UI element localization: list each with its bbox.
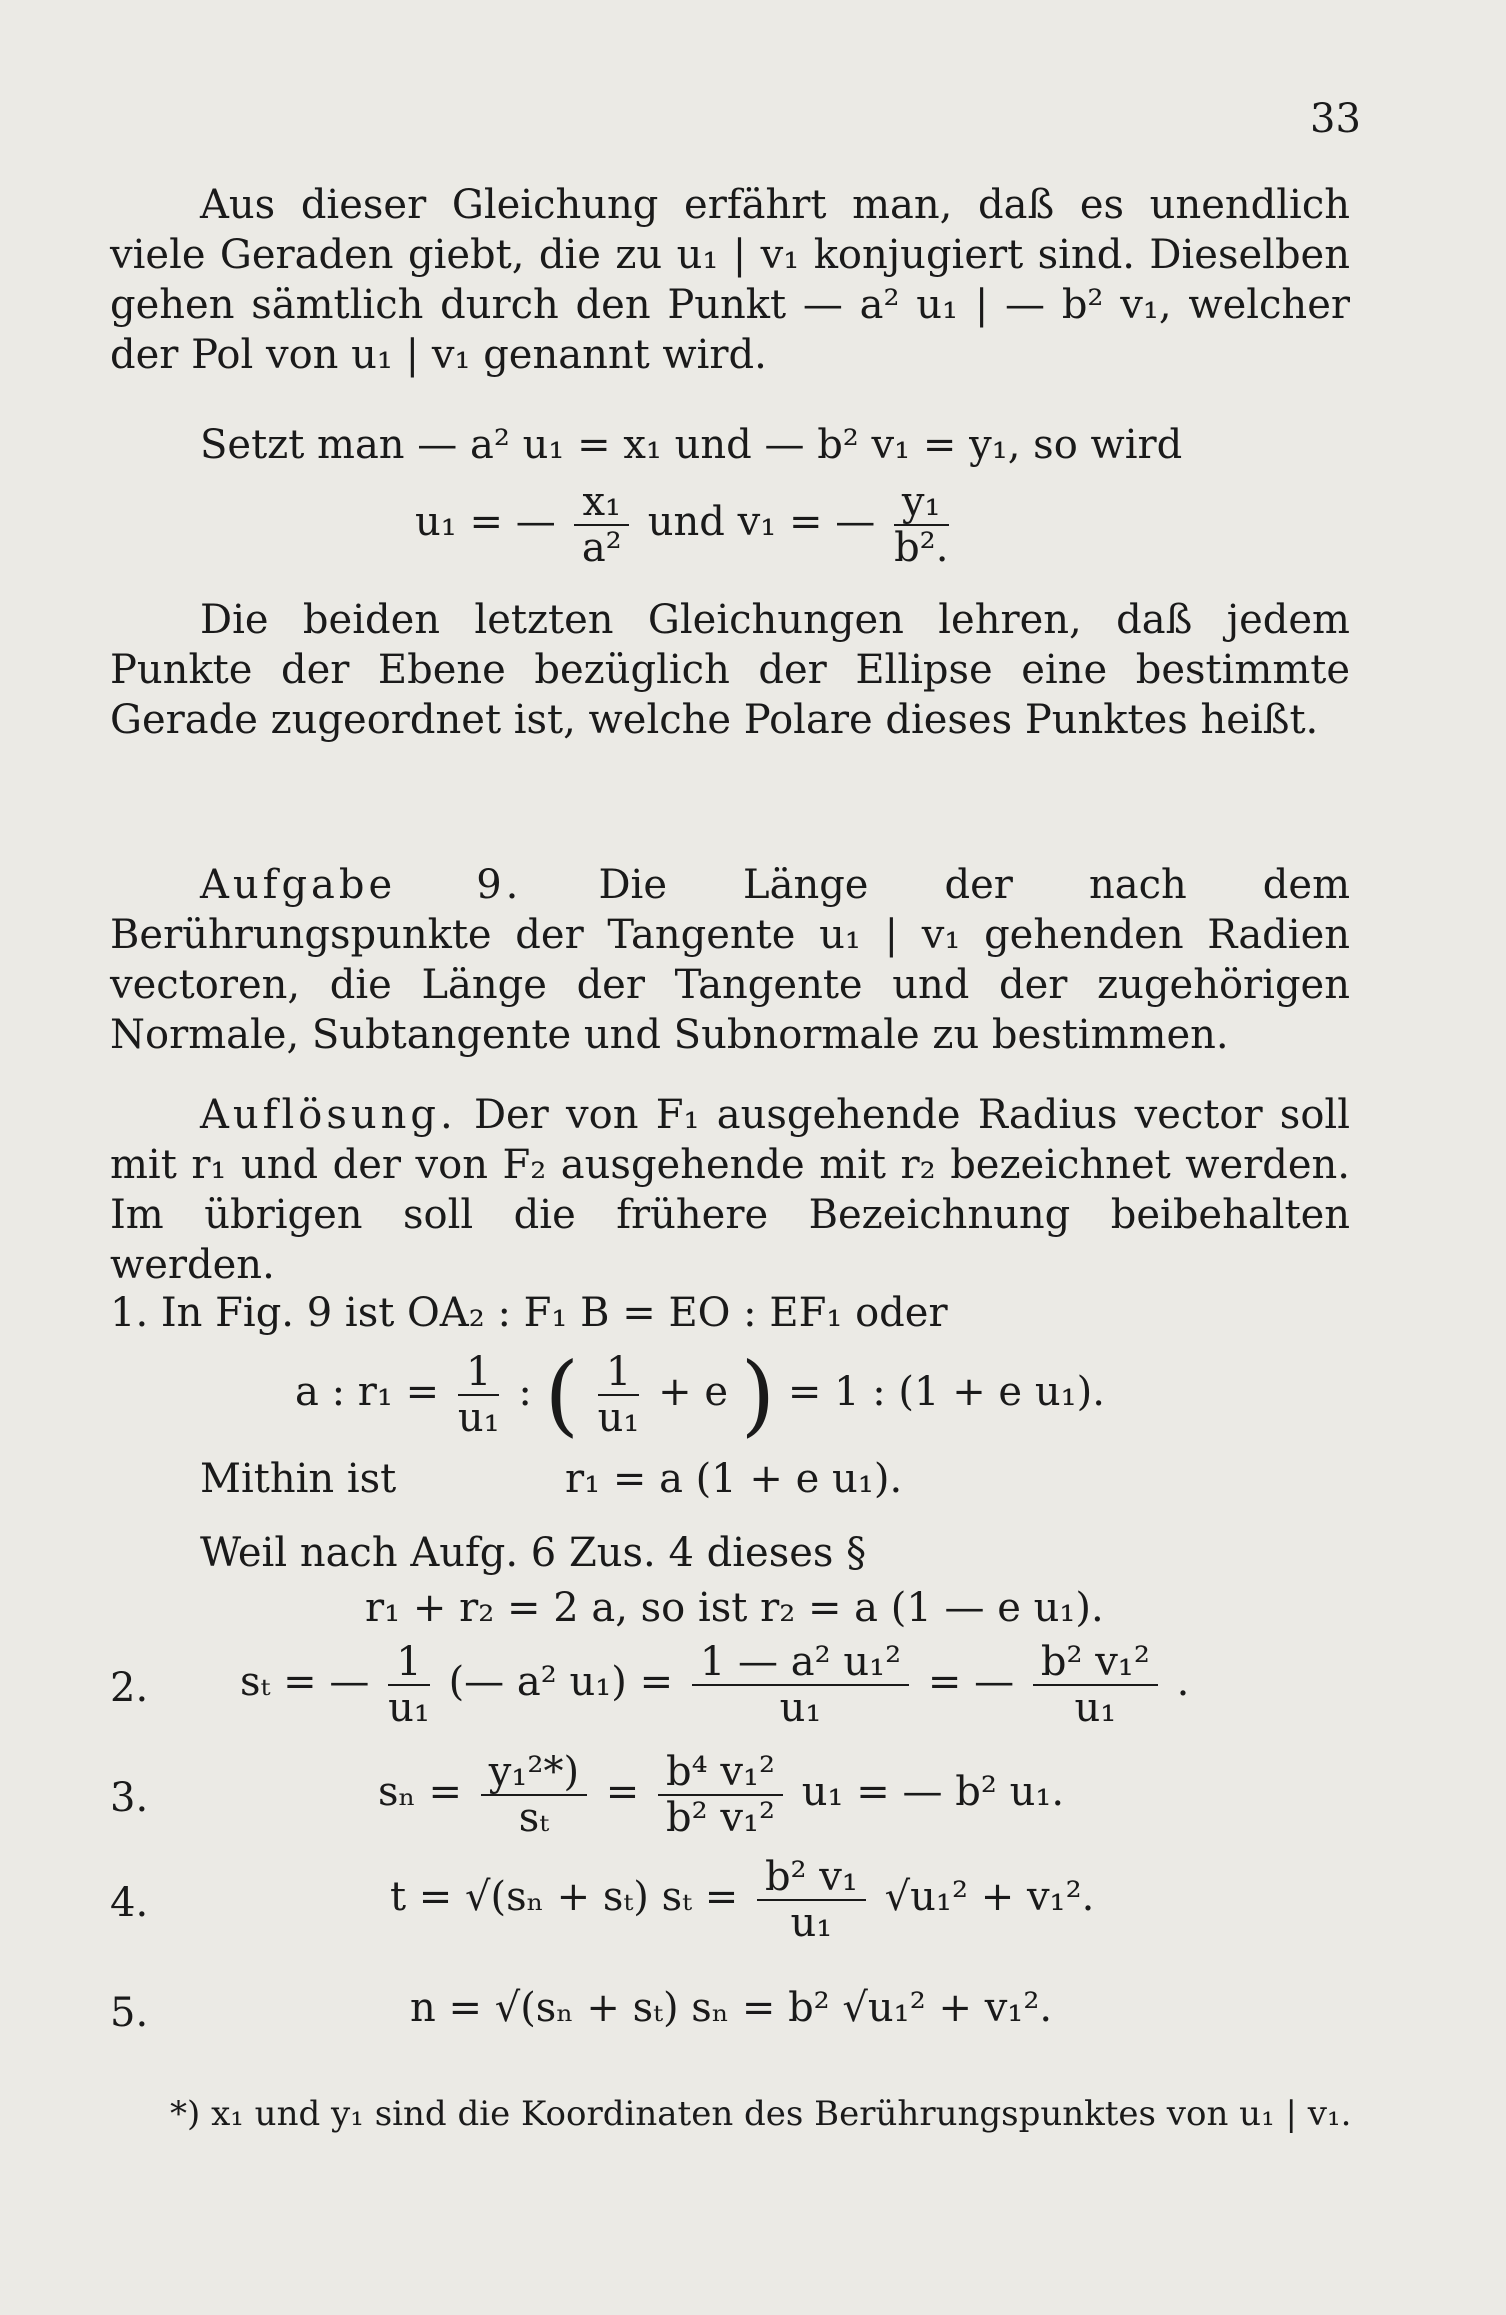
formula-st xyxy=(240,1640,1189,1730)
formula-text: (— a² u₁) = xyxy=(448,1659,674,1705)
formula-text: a : r₁ = xyxy=(295,1369,440,1415)
mithin-label: Mithin ist xyxy=(200,1456,397,1502)
formula-u1-v1 xyxy=(415,480,955,570)
formula-sn xyxy=(378,1750,1064,1840)
item-1: 1. In Fig. 9 ist OA₂ : F₁ B = EO : EF₁ oder xyxy=(110,1290,948,1336)
formula-a-r1 xyxy=(295,1343,1105,1446)
formula-r-sum: r₁ + r₂ = 2 a, so ist r₂ = a (1 — e u₁). xyxy=(365,1585,1104,1631)
denominator: u₁ xyxy=(1074,1685,1117,1731)
fraction xyxy=(1033,1640,1158,1730)
fraction xyxy=(574,480,629,570)
fraction xyxy=(388,1640,430,1730)
fraction xyxy=(598,1350,640,1440)
formula-text: . xyxy=(1176,1659,1190,1705)
denominator: u₁ xyxy=(790,1900,833,1946)
item-2-number: 2. xyxy=(110,1665,149,1711)
aufgabe-label: Aufgabe 9. xyxy=(200,862,523,908)
aufloesung-text: Der von F₁ ausgehende Radius vector soll mit r₁ und der von F₂ ausgehende mit r₂ bezeichnet werden. Im übrigen soll die frühere Bezeichnung beibehalten werden. xyxy=(110,1092,1351,1288)
aufloesung-label: Auflösung. xyxy=(200,1092,457,1138)
footnote: *) x₁ und y₁ sind die Koordinaten des Berührungspunktes von u₁ | v₁. xyxy=(170,2094,1352,2134)
formula-r1: r₁ = a (1 + e u₁). xyxy=(565,1456,903,1502)
paragraph-aufloesung xyxy=(110,1090,1350,1290)
fraction xyxy=(692,1640,909,1730)
numerator: b² v₁² xyxy=(1033,1640,1158,1686)
denominator: b². xyxy=(894,525,949,571)
paragraph-substitution: Setzt man — a² u₁ = x₁ und — b² v₁ = y₁, so wird xyxy=(200,422,1183,468)
denominator: b² v₁² xyxy=(666,1795,776,1841)
fraction xyxy=(458,1350,500,1440)
numerator: x₁ xyxy=(574,480,629,526)
numerator: 1 — a² u₁² xyxy=(692,1640,909,1686)
formula-t xyxy=(390,1855,1094,1945)
formula-text: u₁ = — xyxy=(415,499,556,545)
denominator: sₜ xyxy=(518,1795,550,1841)
denominator: u₁ xyxy=(597,1395,640,1441)
aufgabe-text: Die Länge der nach dem Berührungspunkte der Tangente u₁ | v₁ gehenden Radien vectoren, die Länge der Tangente und der zugehörigen Normale, Subtangente und Subnormale zu bestimmen. xyxy=(110,862,1350,1058)
fraction xyxy=(894,480,949,570)
numerator: 1 xyxy=(388,1640,429,1686)
weil-line: Weil nach Aufg. 6 Zus. 4 dieses § xyxy=(200,1530,867,1576)
denominator: u₁ xyxy=(779,1685,822,1731)
right-paren: ) xyxy=(740,1343,776,1446)
left-paren: ( xyxy=(544,1343,579,1446)
item-3-number: 3. xyxy=(110,1775,149,1821)
denominator: u₁ xyxy=(457,1395,500,1441)
denominator: u₁ xyxy=(388,1685,430,1731)
paragraph-polar: Die beiden letzten Gleichungen lehren, daß jedem Punkte der Ebene bezüglich der Ellipse eine bestimmte Gerade zugeordnet ist, welche Polare dieses Punktes heißt. xyxy=(110,597,1350,743)
formula-n: n = √(sₙ + sₜ) sₙ = b² √u₁² + v₁². xyxy=(410,1985,1053,2031)
formula-text: sₜ = — xyxy=(240,1659,370,1705)
numerator: b² v₁ xyxy=(757,1855,866,1901)
fraction xyxy=(658,1750,783,1840)
formula-text: u₁ = — b² u₁. xyxy=(801,1769,1065,1815)
fraction xyxy=(757,1855,866,1945)
formula-text: t = √(sₙ + sₜ) sₜ = xyxy=(390,1874,739,1920)
formula-text: √u₁² + v₁². xyxy=(884,1874,1095,1920)
numerator: 1 xyxy=(458,1350,499,1396)
denominator: a² xyxy=(581,525,622,571)
paragraph-aufgabe-9 xyxy=(110,860,1350,1060)
item-4-number: 4. xyxy=(110,1880,149,1926)
formula-text: sₙ = xyxy=(378,1769,463,1815)
formula-text: : xyxy=(518,1369,532,1415)
numerator: 1 xyxy=(598,1350,639,1396)
page-number: 33 xyxy=(1310,96,1361,142)
formula-text: + e xyxy=(658,1369,729,1415)
paragraph-conjugate: Aus dieser Gleichung erfährt man, daß es unendlich viele Geraden giebt, die zu u₁ | v₁ konjugiert sind. Dieselben gehen sämtlich durch den Punkt — a² u₁ | — b² v₁, welcher der Pol von u₁ | v₁ genannt wird. xyxy=(110,182,1350,378)
formula-text: = 1 : (1 + e u₁). xyxy=(787,1369,1105,1415)
item-5-number: 5. xyxy=(110,1990,149,2036)
numerator: b⁴ v₁² xyxy=(658,1750,783,1796)
formula-text: = xyxy=(605,1769,640,1815)
numerator: y₁ xyxy=(894,480,949,526)
numerator: y₁²*) xyxy=(481,1750,587,1796)
fraction xyxy=(481,1750,587,1840)
formula-text: = — xyxy=(927,1659,1015,1705)
formula-text: und v₁ = — xyxy=(647,499,876,545)
